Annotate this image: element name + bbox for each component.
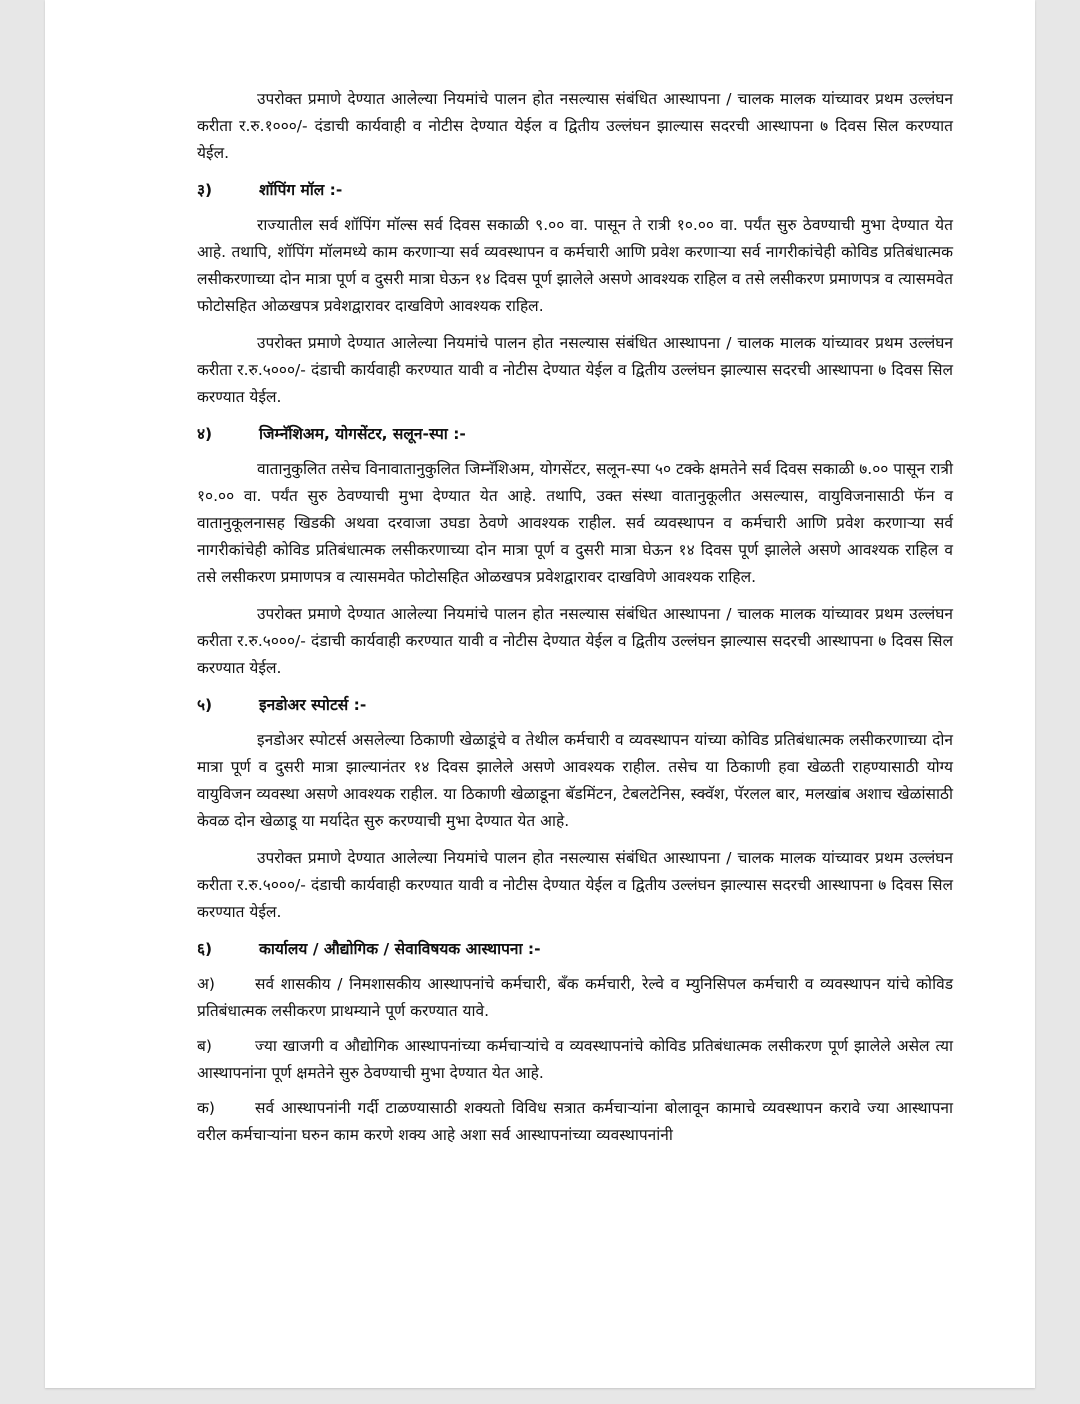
section-number: ३) xyxy=(197,181,213,199)
list-item-marker: अ) xyxy=(197,975,215,993)
list-item-text: ज्या खाजगी व औद्योगिक आस्थापनांच्या कर्मचाऱ्यांचे व व्यवस्थापनांचे कोविड प्रतिबंधात्मक लसीकरण पूर्ण झालेले असेल त्या आस्थापनांना पूर्ण क्षमतेने सुरु ठेवण्याची मुभा देण्यात येत आहे. xyxy=(197,1037,953,1082)
section-heading-offices xyxy=(197,936,953,963)
list-item-marker: ब) xyxy=(197,1037,212,1055)
penalty-paragraph: उपरोक्त प्रमाणे देण्यात आलेल्या नियमांचे पालन होत नसल्यास संबंधित आस्थापना / चालक मालक यांच्यावर प्रथम उल्लंघन करीता र.रु.१०००/- दंडाची कार्यवाही व नोटीस देण्यात येईल व द्वितीय उल्लंघन झाल्यास सदरची आस्थापना ७ दिवस सिल करण्यात येईल. xyxy=(197,90,953,162)
shopping-mall-paragraph: राज्यातील सर्व शॉपिंग मॉल्स सर्व दिवस सकाळी ९.०० वा. पासून ते रात्री १०.०० वा. पर्यंत सुरु ठेवण्याची मुभा देण्यात येत आहे. तथापि, शॉपिंग मॉलमध्ये काम करणाऱ्या सर्व व्यवस्थापन व कर्मचारी आणि प्रवेश करणाऱ्या सर्व नागरीकांचेही कोविड प्रतिबंधात्मक लसीकरणाच्या दोन मात्रा पूर्ण व दुसरी मात्रा घेऊन १४ दिवस पूर्ण झालेले असणे आवश्यक राहिल व तसे लसीकरण प्रमाणपत्र व त्यासमवेत फोटोसहित ओळखपत्र प्रवेशद्वारावर दाखविणे आवश्यक राहिल. xyxy=(197,216,953,315)
indoor-sports-penalty-paragraph: उपरोक्त प्रमाणे देण्यात आलेल्या नियमांचे पालन होत नसल्यास संबंधित आस्थापना / चालक मालक यांच्यावर प्रथम उल्लंघन करीता र.रु.५०००/- दंडाची कार्यवाही करण्यात यावी व नोटीस देण्यात येईल व द्वितीय उल्लंघन झाल्यास सदरची आस्थापना ७ दिवस सिल करण्यात येईल. xyxy=(197,849,953,921)
list-item-text: सर्व आस्थापनांनी गर्दी टाळण्यासाठी शक्यतो विविध सत्रात कर्मचाऱ्यांना बोलावून कामाचे व्यवस्थापन करावे ज्या आस्थापना वरील कर्मचाऱ्यांना घरुन काम करणे शक्य आहे अशा सर्व आस्थापनांच्या व्यवस्थापनांनी xyxy=(197,1099,953,1144)
document-body xyxy=(197,86,953,1157)
section-title: कार्यालय / औद्योगिक / सेवाविषयक आस्थापना :- xyxy=(259,940,541,958)
section-number: ४) xyxy=(197,425,213,443)
indoor-sports-paragraph: इनडोअर स्पोटर्स असलेल्या ठिकाणी खेळाडूंचे व तेथील कर्मचारी व व्यवस्थापन यांच्या कोविड प्रतिबंधात्मक लसीकरणाच्या दोन मात्रा पूर्ण व दुसरी मात्रा झाल्यानंतर १४ दिवस झालेले असणे आवश्यक राहील. तसेच या ठिकाणी हवा खेळती राहण्यासाठी योग्य वायुविजन व्यवस्था असणे आवश्यक राहील. या ठिकाणी खेळाडूना बॅडमिंटन, टेबलटेनिस, स्क्वॅश, पॅरलल बार, मलखांब अशाच खेळांसाठी केवळ दोन खेळाडू या मर्यादेत सुरु करण्याची मुभा देण्यात येत आहे. xyxy=(197,731,953,830)
section-number: ६) xyxy=(197,940,213,958)
section-title: जिम्नॅशिअम, योगसेंटर, सलून-स्पा :- xyxy=(259,425,466,443)
section-title: इनडोअर स्पोटर्स :- xyxy=(259,696,367,714)
list-item-marker: क) xyxy=(197,1099,215,1117)
section-heading-shopping-mall xyxy=(197,177,953,204)
document-page xyxy=(45,0,1035,1388)
section-number: ५) xyxy=(197,696,213,714)
list-item xyxy=(197,1033,953,1087)
gymnasium-penalty-paragraph: उपरोक्त प्रमाणे देण्यात आलेल्या नियमांचे पालन होत नसल्यास संबंधित आस्थापना / चालक मालक यांच्यावर प्रथम उल्लंघन करीता र.रु.५०००/- दंडाची कार्यवाही करण्यात यावी व नोटीस देण्यात येईल व द्वितीय उल्लंघन झाल्यास सदरची आस्थापना ७ दिवस सिल करण्यात येईल. xyxy=(197,605,953,677)
shopping-mall-penalty-paragraph: उपरोक्त प्रमाणे देण्यात आलेल्या नियमांचे पालन होत नसल्यास संबंधित आस्थापना / चालक मालक यांच्यावर प्रथम उल्लंघन करीता र.रु.५०००/- दंडाची कार्यवाही करण्यात यावी व नोटीस देण्यात येईल व द्वितीय उल्लंघन झाल्यास सदरची आस्थापना ७ दिवस सिल करण्यात येईल. xyxy=(197,334,953,406)
section-heading-gymnasium xyxy=(197,421,953,448)
section-title: शॉपिंग मॉल :- xyxy=(259,181,343,199)
list-item-text: सर्व शासकीय / निमशासकीय आस्थापनांचे कर्मचारी, बँक कर्मचारी, रेल्वे व म्युनिसिपल कर्मचारी व व्यवस्थापन यांचे कोविड प्रतिबंधात्मक लसीकरण प्राथम्याने पूर्ण करण्यात यावे. xyxy=(197,975,953,1020)
list-item xyxy=(197,971,953,1025)
list-item xyxy=(197,1095,953,1149)
section-heading-indoor-sports xyxy=(197,692,953,719)
gymnasium-paragraph: वातानुकुलित तसेच विनावातानुकुलित जिम्नॅशिअम, योगसेंटर, सलून-स्पा ५० टक्के क्षमतेने सर्व दिवस सकाळी ७.०० पासून रात्री १०.०० वा. पर्यंत सुरु ठेवण्याची मुभा देण्यात येत आहे. तथापि, उक्त संस्था वातानुकूलीत असल्यास, वायुविजनासाठी फॅन व वातानुकूलनासह खिडकी अथवा दरवाजा उघडा ठेवणे आवश्यक राहील. सर्व व्यवस्थापन व कर्मचारी आणि प्रवेश करणाऱ्या सर्व नागरीकांचेही कोविड प्रतिबंधात्मक लसीकरणाच्या दोन मात्रा पूर्ण व दुसरी मात्रा घेऊन १४ दिवस पूर्ण झालेले असणे आवश्यक राहिल व तसे लसीकरण प्रमाणपत्र व त्यासमवेत फोटोसहित ओळखपत्र प्रवेशद्वारावर दाखविणे आवश्यक राहिल. xyxy=(197,460,953,586)
